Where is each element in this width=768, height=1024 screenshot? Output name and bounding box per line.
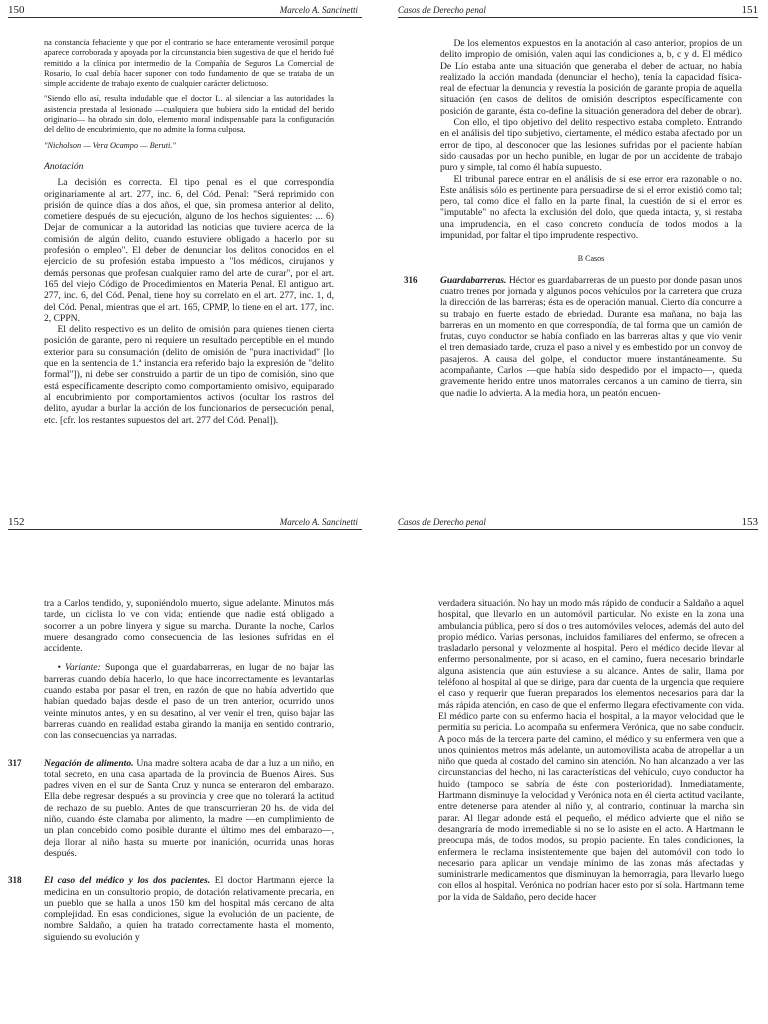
page-151 <box>384 0 768 512</box>
case-title: Negación de alimento. <box>44 757 134 769</box>
page-number: 152 <box>8 516 25 528</box>
variant-label: • Variante: <box>57 662 101 674</box>
page-body <box>438 598 744 903</box>
page-number: 151 <box>741 4 758 16</box>
page-header <box>398 516 758 530</box>
case-title: El caso del médico y los dos pacientes. <box>44 875 211 887</box>
variant-text: Suponga que el guardabarreras, en lugar de no bajar las barreras cuando debía hacerlo, lo que hace incorrectamente es levantarlas cuando estaba por pasar el tren, en razón de que no había advertido que habían quedado bajas desde el paso de un tren anterior, ocurrido unos veinte minutos antes, y en su desatino, al ver venir el tren, quiso bajar las barreras cuando en realidad estaba girando la manija en sentido contrario, con las consecuencias ya narradas. <box>44 662 334 742</box>
variant-paragraph <box>44 662 334 741</box>
quote-paragraph: na constancia fehaciente y que por el contrario se hace enteramente verosímil porque aparece corroborada y apoyada por la circunstancia bien sugestiva de que el herido fué remitido a la clínica por intermedio de la Compañía de Seguros La Comercial de Rosario, lo cual debía hacer suponer con todo fundamento de que se trataba de un simple accidente de trabajo exento de cualquier carácter delictuoso. <box>44 38 334 89</box>
body-paragraph: Con ello, el tipo objetivo del delito respectivo estaba completo. Entrando en el análisis del tipo subjetivo, ciertamente, el médico estaba afectado por un error de tipo, al desconocer que las lesiones sufridas por el paciente habían sido causadas por un hecho punible, en lugar de por un accidente de trabajo puro y simple, tal como él había supuesto. <box>440 117 742 174</box>
page-body <box>404 38 742 399</box>
page-header <box>398 4 758 18</box>
body-paragraph: tra a Carlos tendido, y, suponiéndolo muerto, sigue adelante. Minutos más tarde, un ciclista lo ve con vida; entiende que nadie está obligado a socorrer a un pobre linyera y sigue su marcha. Durante la noche, Carlos muere desangrado como consecuencia de las lesiones sufridas en el accidente. <box>44 598 334 655</box>
body-paragraph: De los elementos expuestos en la anotación al caso anterior, propios de un delito impropio de omisión, valen aquí las condiciones a, b, c y d. El médico De Lío estaba ante una situación que generaba el deber de actuar, no había realizado la acción mandada (denunciar el hecho), tenía la capacidad física-real de efectuar la denuncia y revestía la posición de garante propia de aquella situación (en casos de delitos de omisión descriptos específicamente con posición de garante, ésta co-define la situación generadora del deber de obrar). <box>440 38 742 117</box>
page-header <box>8 4 362 18</box>
case-number: 317 <box>8 757 22 768</box>
running-head: Casos de Derecho penal <box>398 5 486 15</box>
running-head: Casos de Derecho penal <box>398 517 486 527</box>
body-paragraph: El delito respectivo es un delito de omisión para quienes tienen cierta posición de garante, pero ni requiere un resultado perceptible en el mundo exterior para su consumación (delito de omisión de "pura inactividad" [lo que en la sentencia de 1.ª instancia era referido bajo la expresión de "delito formal"]), ni debe ser construido a partir de un tipo de comisión, sino que está específicamente descripto como comportamiento omisivo, equiparado al encubrimiento por comportamientos activos (ocultar los rastros del delito, ayudar a burlar la acción de los funcionarios de persecución penal, etc. [cfr. los restantes supuestos del art. 277 del Cód. Penal]). <box>44 324 334 426</box>
case-title: Guardabarreras. <box>440 274 507 286</box>
running-head: Marcelo A. Sancinetti <box>279 517 358 527</box>
page-number: 150 <box>8 4 25 16</box>
body-paragraph: verdadera situación. No hay un modo más rápido de conducir a Saldaño a aquel hospital, que llevarlo en un automóvil particular. No existe en la zona una ambulancia pública, pero sí dos o tres automóviles veloces, además del auto del propio médico. Varias personas, incluidos familiares del enfermo, se ofrecen a trasladarlo personal y velozmente al hospital. Pero el médico decide llevar al enfermo personalmente, por si acaso, en el camino, fuera necesario brindarle alguna asistencia que aún estuviese a su alcance. Antes de salir, llama por teléfono al hospital al que se dirige, para dar cuenta de la urgencia que requiere el caso y requerir que fueran preparados los elementos necesarios para dar la más rápida atención, en caso de que el enfermo llegara efectivamente con vida. El médico parte con su enfermo hacia el hospital, a la mayor velocidad que le permitía su pericia. Lo acompaña su enfermera Verónica, que no sabe conducir. A poco más de la tercera parte del camino, el médico y su enfermera ven que a unos quinientos metros más adelante, un automovilista acaba de atropellar a un niño que queda al costado del camino sin atención. No han alcanzado a ver las circunstancias del hecho, ni las características del vehículo, cuyo conductor ha huido (tampoco se sabría de éste con posterioridad). Inmediatamente, Hartmann disminuye la velocidad y Verónica nota en él cierta actitud vacilante, entre detenerse para atender al niño y, al contrario, continuar la marcha sin parar. Al llegar adonde está el pequeño, el médico advierte que el niño se desangraría de modo irremediable si no se lo asiste en el acto. A Hartmann le preocupa más, de todos modos, su propio paciente. En tales condiciones, la enfermera le reclama insistentemente que bajen del automóvil con todo lo necesario para aplicar un vendaje mínimo de las zonas más afectadas y suministrarle medicamentos que disminuyan la hemorragia, para llevarlo luego con ellos al hospital. Verónica no podrían hacer esto por sí sola. Hartmann teme por la vida de Saldaño, pero decide hacer <box>438 598 744 903</box>
page-body <box>8 598 334 943</box>
running-head: Marcelo A. Sancinetti <box>279 5 358 15</box>
page-152 <box>0 512 384 1024</box>
annotation-heading: Anotación <box>44 160 84 172</box>
page-150 <box>0 0 384 512</box>
case-316 <box>404 274 742 399</box>
case-318 <box>8 875 334 943</box>
page-body <box>44 38 334 426</box>
case-317 <box>8 757 334 860</box>
case-number: 318 <box>8 875 22 886</box>
case-number: 316 <box>404 274 418 285</box>
signature-line: "Nicholson — Vera Ocampo — Beruti." <box>44 140 176 150</box>
body-paragraph: El tribunal parece entrar en el análisis de si ese error era razonable o no. Este análisis sólo es pertinente para persuadirse de si el error existió como tal; pero, tal como dice el fallo en la parte final, la cuestión de si el error es "imputable" no afecta la exclusión del dolo, que queda intacta, y, si restaba una imprudencia, en el caso concreto conducía de todos modos a la impunidad, por faltar el tipo imprudente respectivo. <box>440 173 742 242</box>
page-number: 153 <box>741 516 758 528</box>
section-heading: B Casos <box>577 254 605 264</box>
body-paragraph: La decisión es correcta. El tipo penal es el que correspondía originariamente al art. 277, inc. 6, del Cód. Penal: "Será reprimido con prisión de quince días a dos años, el que, sin promesa anterior al delito, cometiere después de su ejecución, alguno de los hechos siguientes: ... 6) Dejar de comunicar a la autoridad las noticias que tuviere acerca de la comisión de algún delito, cuando estuviere obligado a hacerlo por su profesión o empleo". El deber de denunciar los delitos conocidos en el ejercicio de su profesión estaba impuesto a "los médicos, cirujanos y demás personas que profesan cualquier ramo del arte de curar", por el art. 165 del viejo Código de Procedimientos en Materia Penal. El antiguo art. 277, inc. 6, del Cód. Penal, tiene hoy su correlato en el art. 277, inc. 1, d, del Cód. Penal, mientras que el art. 165, CPMP, lo tiene en el art. 177, inc. 2, CPPN. <box>44 177 334 324</box>
quote-paragraph: "Siendo ello así, resulta indudable que el doctor L. al silenciar a las autoridades la asistencia prestada al lesionado —cualquiera que hubiera sido la entidad del herido originario— ha obrado sin dolo, elemento moral indispensable para la configuración del delito de encubrimiento, que no admite la forma culposa. <box>44 94 334 135</box>
page-153 <box>384 512 768 1024</box>
case-text: El doctor Hartmann ejerce la medicina en un consultorio propio, de dotación relativamente precaria, en un pueblo que se halla a unos 150 km del hospital más cercano de alta complejidad. En esas condiciones, sigue la evolución de un paciente, de nombre Saldaño, a quien ha tratado correctamente hasta el momento, siguiendo su evolución y <box>44 875 334 943</box>
case-text: Héctor es guardabarreras de un puesto por donde pasan unos cuatro trenes por jornada y algunos pocos vehículos por la carretera que cruza la dirección de las barreras; ésta es de operación manual. Cierto día concurre a su trabajo en fuerte estado de ebriedad. Durante esa mañana, no baja las barreras en un momento en que correspondía, de tal forma que un camión de frutas, cuyo conductor se había confiado en las barreras altas y que vio venir el tren demasiado tarde, cruza el paso a nivel y es embestido por un convoy de pasajeros. A causa del golpe, el conductor muere instantáneamente. Su acompañante, Carlos —que había sido despedido por el impacto—, queda gravemente herido entre unos matorrales cercanos a un camino de tierra, sin que nadie lo advierta. A la media hora, un peatón encuen- <box>440 274 742 399</box>
case-text: Una madre soltera acaba de dar a luz a un niño, en total secreto, en una casa apartada de la provincia de Buenos Aires. Sus padres viven en el sur de Santa Cruz y nunca se enteraron del embarazo. Ella debe regresar después a su provincia y cree que no tolerará la actitud de rechazo de su pueblo. Antes de que transcurrieran 20 hs. de vida del niño, cuando éste clamaba por alimento, la madre —en cumplimiento de un plan concebido como posible durante el último mes del embarazo—, deja llorar al niño hasta su muerte por inanición, ocurrida unas horas después. <box>44 757 334 859</box>
page-header <box>8 516 362 530</box>
